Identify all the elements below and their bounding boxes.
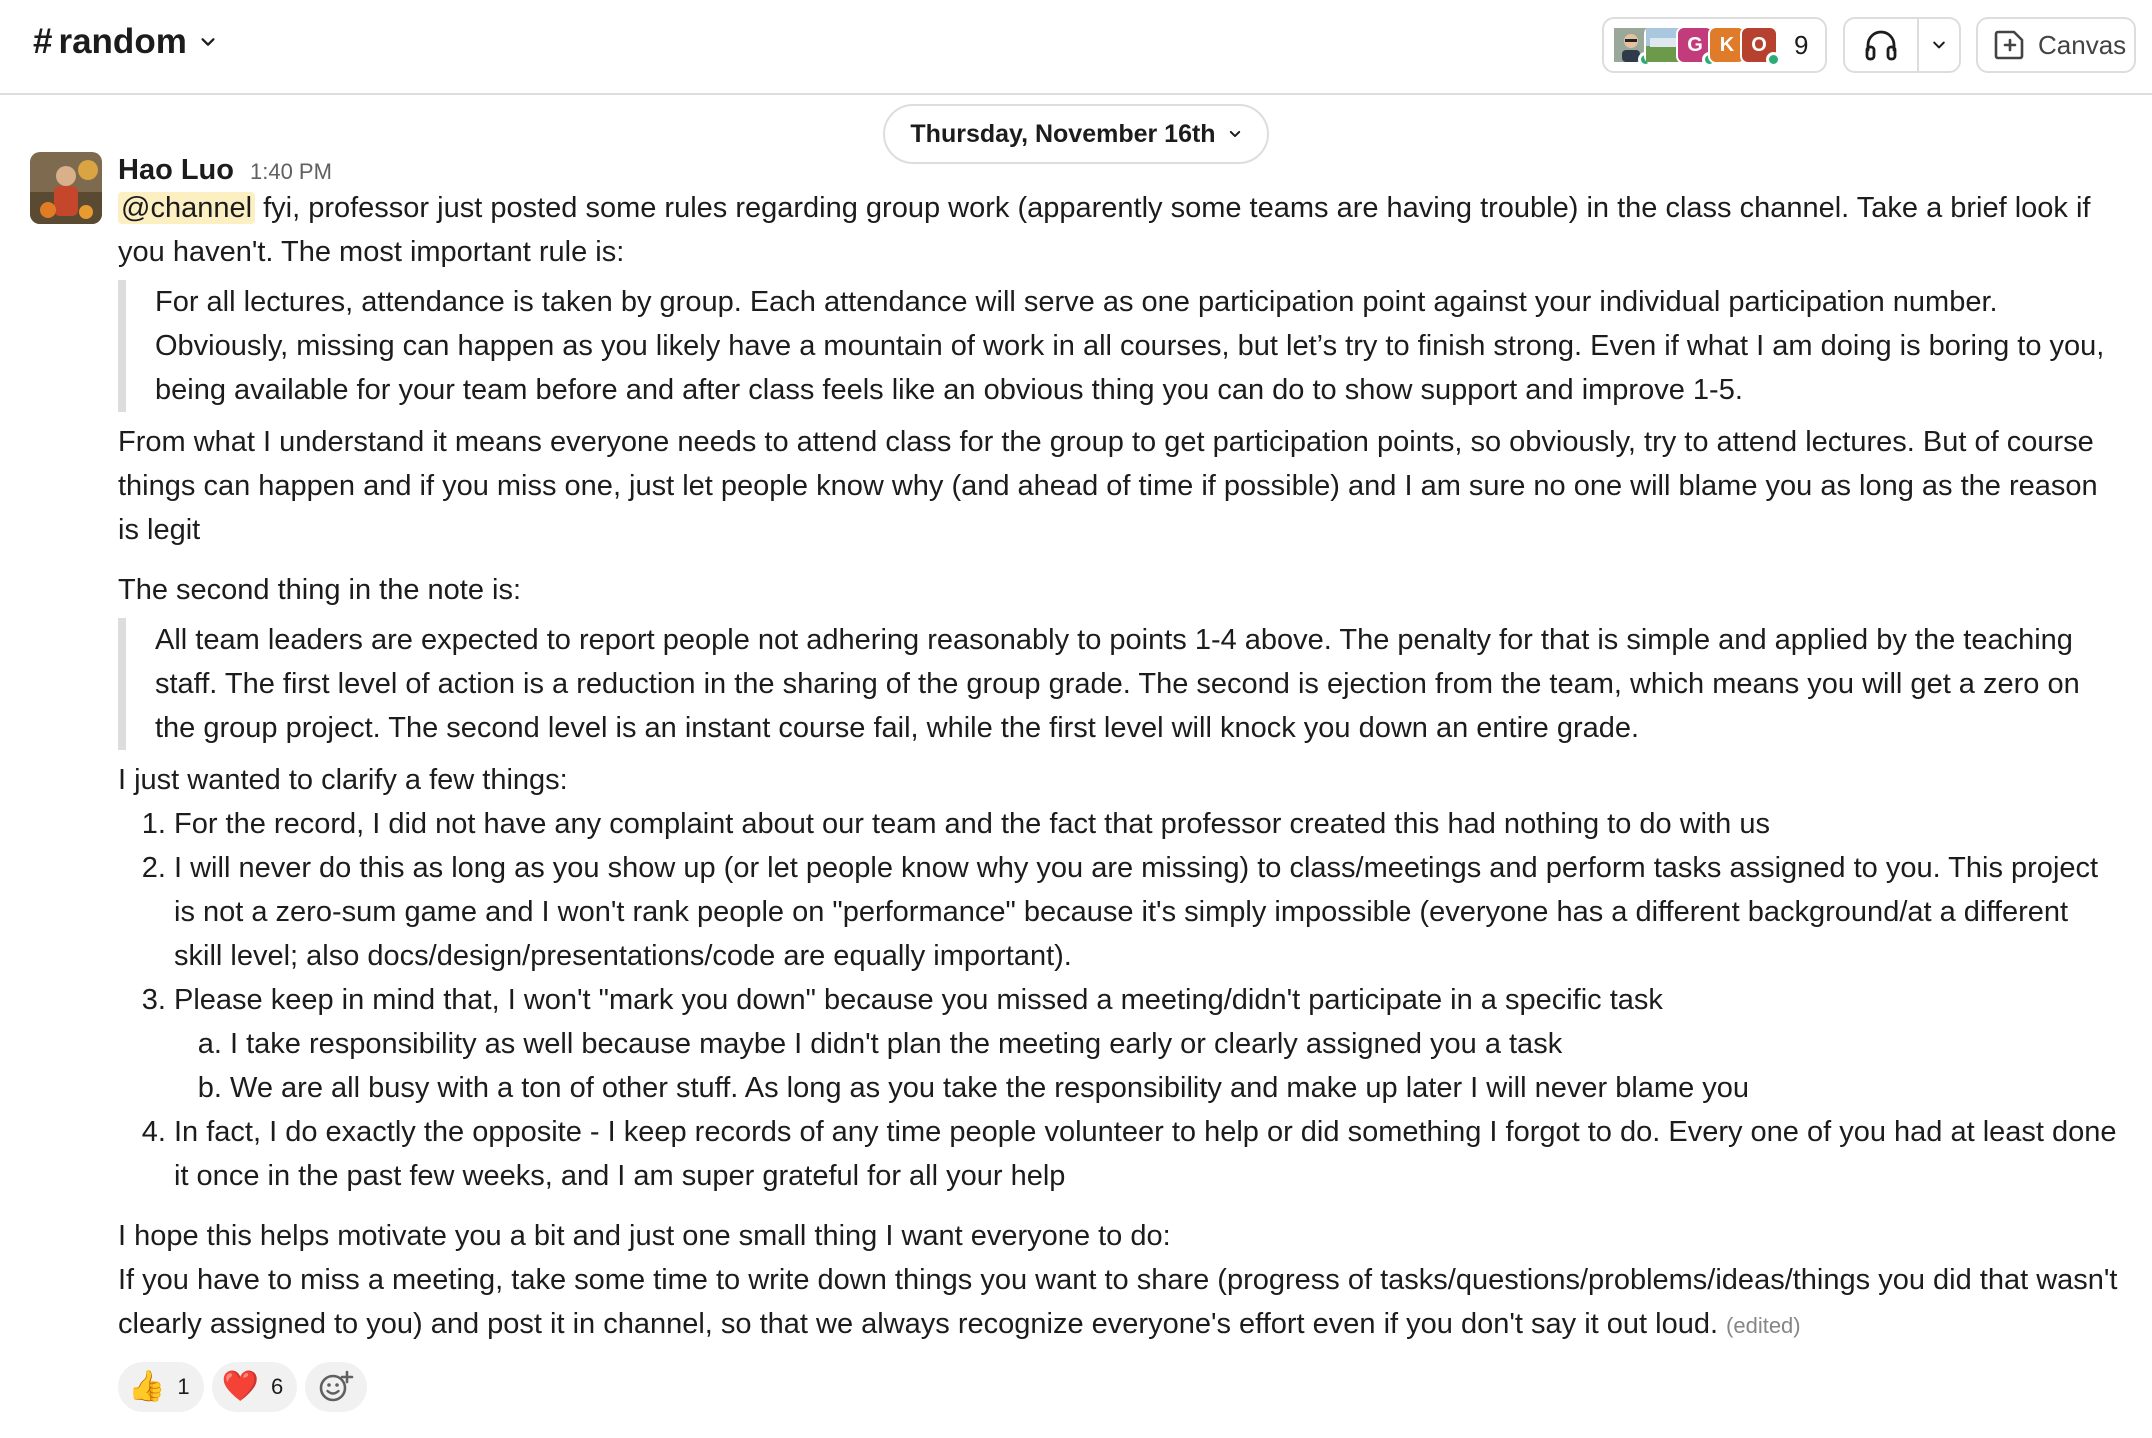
author-name[interactable]: Hao Luo [118,154,234,186]
headphones-icon [1863,28,1899,62]
canvas-icon [1992,28,2026,62]
member-count: 9 [1794,29,1809,60]
message-timestamp[interactable]: 1:40 PM [250,159,332,184]
quote-text: All team leaders are expected to report people not adhering reasonably to points 1-4 above. The penalty for that is simple and applied by the teaching staff. The first level of action is a reduction in the sharing of the group grade. The second is ejection from the team, which means you will get a zero on the group project. The second level is an instant course fail, while the first level will knock you down an entire grade. [155,624,2080,744]
member-avatars [1612,26,1772,64]
channel-hash-icon: # [33,22,53,61]
reaction-count: 6 [270,1374,284,1399]
paragraph: I just wanted to clarify a few things: [118,764,568,796]
reaction-heart[interactable] [212,1362,298,1412]
list-item: 2. I will never do this as long as you show up (or let people know why you are missing) to class/meetings and perform tasks assigned to you. This project is not a zero-sum game and I won't rank people on "performance" because it's simply impossible (everyone has a different background/at a different skill level; also docs/design/presentations/code are equally important). [174,846,2118,978]
quote-text: For all lectures, attendance is taken by group. Each attendance will serve as one participation point against your individual participation number. Obviously, missing can happen as you likely have a mountain of work in all courses, but let’s try to finish strong. Even if what I am doing is boring to you, being available for your team before and after class feels like an obvious thing you can do to show support and improve 1-5. [155,286,2105,406]
author-photo-icon [30,152,102,224]
quote-block [118,280,2118,412]
channel-name: random [58,22,187,61]
add-emoji-icon [318,1370,354,1404]
member-avatar: G [1676,26,1714,64]
heart-icon: ❤️ [221,1370,259,1403]
member-avatar: O [1740,26,1778,64]
reaction-count: 1 [177,1374,190,1399]
paragraph: From what I understand it means everyone needs to attend class for the group to get participation points, so obviously, try to attend lectures. But of course things can happen and if you miss one, just let people know why (and ahead of time if possible) and I am sure no one will blame you as long as the reason is legit [118,426,2098,546]
thumbs-up-icon: 👍 [128,1370,166,1403]
channel-name-button[interactable] [33,22,217,62]
huddle-button[interactable] [1845,19,1919,71]
chevron-down-icon [199,33,217,51]
paragraph: The second thing in the note is: [118,574,522,606]
message-header [118,148,2118,186]
members-button[interactable] [1602,17,1827,73]
canvas-label: Canvas [2038,29,2127,60]
final-text: If you have to miss a meeting, take some time to write down things you want to share (progress of tasks/questions/problems/ideas/things you did that wasn't clearly assigned to you) and post it in channel, so that we always recognize everyone's effort even if you don't say it out loud. [118,1264,2118,1340]
member-photo-icon [1646,28,1680,62]
paragraph-final [118,1258,2118,1348]
reaction-thumbs-up[interactable] [118,1362,204,1412]
message [118,148,2118,1412]
chevron-down-icon [1931,37,1947,53]
list-item: 3. Please keep in mind that, I won't "mark you down" because you missed a meeting/didn't participate in a specific task a. I take responsibility as well because maybe I didn't plan the meeting early or clearly assigned you a task b. We are all busy with a ton of other stuff. As long as you take the responsibility and make up later I will never blame you [174,978,2118,1110]
channel-header [0,0,2152,95]
chevron-down-icon [1228,127,1242,141]
channel-mention[interactable]: @channel [118,192,255,224]
huddle-control [1843,17,1961,73]
sub-list-item: a. I take responsibility as well because maybe I didn't plan the meeting early or clearly assigned you a task [230,1022,2118,1066]
add-reaction-button[interactable] [305,1362,367,1412]
canvas-button[interactable] [1976,17,2136,73]
member-avatar: K [1708,26,1746,64]
intro-text: fyi, professor just posted some rules regarding group work (apparently some teams are having trouble) in the class channel. Take a brief look if you haven't. The most important rule is: [118,192,2091,268]
sub-list [174,1022,2118,1110]
edited-label: (edited) [1726,1313,1801,1338]
sub-list-item: b. We are all busy with a ton of other stuff. As long as you take the responsibility and make up later I will never blame you [230,1066,2118,1110]
quote-block [118,618,2118,750]
huddle-options-button[interactable] [1919,19,1959,71]
numbered-list [118,802,2118,1198]
paragraph: I hope this helps motivate you a bit and just one small thing I want everyone to do: [118,1220,1171,1252]
date-label: Thursday, November 16th [910,119,1216,148]
message-intro [118,186,2118,274]
list-item: 1. For the record, I did not have any complaint about our team and the fact that professor created this had nothing to do with us [174,802,2118,846]
list-item: 4. In fact, I do exactly the opposite - I keep records of any time people volunteer to help or did something I forgot to do. Every one of you had at least done it once in the past few weeks, and I am super grateful for all your help [174,1110,2118,1198]
presence-dot [1766,52,1781,67]
author-avatar[interactable] [30,152,102,224]
reactions-bar [118,1362,2118,1412]
